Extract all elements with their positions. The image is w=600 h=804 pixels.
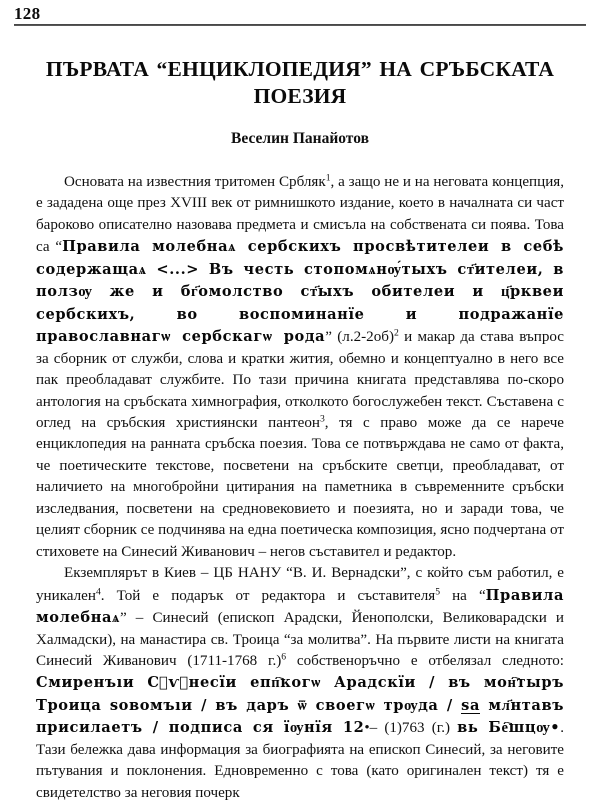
church-slavonic-inscription-c: мл҃нтавъ присилаетъ / подписа ся їѹнїя 12	[36, 696, 564, 737]
p2-run-1: Екземплярът в Киев – ЦБ НАНУ “В. И. Вернадски”, с който съм работил, е уникален	[36, 565, 564, 604]
church-slavonic-placename: вь Бе҇шцѹ•	[457, 719, 561, 737]
quote-open-1: “	[55, 239, 63, 256]
footnote-marker-3: 3	[319, 413, 325, 425]
paragraph-2	[36, 563, 564, 804]
p2-run-6: •– (1)763 (г.)	[364, 720, 458, 737]
p2-run-2: . Той е подарък от редактора и съставителя	[100, 587, 436, 604]
p1-run-2: , а защо не и на неговата концепция, е зададена още през XVIII век от римнишкото издание, което в началната си част бароково описателно назовава предмета и смисъла на собствената си поява. Това са	[36, 174, 564, 256]
footnote-marker-6: 6	[281, 651, 287, 663]
body-text	[36, 172, 564, 804]
page-title	[34, 56, 566, 110]
quote-close-1: ”	[325, 329, 332, 346]
p1-run-3: (л.2-2об)	[331, 329, 394, 346]
title-block	[34, 56, 566, 149]
church-slavonic-inscription-underlined: ѕа	[461, 696, 481, 714]
footnote-marker-2: 2	[393, 327, 399, 339]
p1-run-1: Основата на известния тритомен Србляк	[64, 174, 326, 190]
p2-run-7: . Тази бележка дава информация за биографията на епископ Синесий, за неговите пътувания и поклонения. Едновременно с това (като оригинален текст) тя е свидетелство за неговия почерк	[36, 720, 564, 801]
paragraph-1	[36, 172, 564, 563]
running-head	[14, 4, 586, 30]
page-title-line-1: ПЪРВАТА “ЕНЦИКЛОПЕДИЯ” НА СРЪБСКАТА	[45, 57, 555, 81]
page-number: 128	[14, 4, 41, 23]
church-slavonic-inscription-a: Смиренъıи С︮ѵ︯несїи епп҇когѡ Арадскїи / въ мон҇тыръ Троица ѕовомъıи / въ даръ ѿ своегѡ трѹда /	[36, 674, 564, 714]
author-byline: Веселин Панайотов	[231, 130, 369, 147]
church-slavonic-passage-1: Правила молебнаѧ сербскихъ просвѣтителеи в себѣ содержащаѧ <...> Въ честь стопомѧнѹ́тыхъ ст҃ителеи, в ползѹ же и бг҃омолство ст҃ыхъ обителеи и ц҃рквеи сербскихъ, во воспоминанїе и подражанїе православнагѡ сербскагѡ рода	[36, 238, 564, 346]
footnote-marker-5: 5	[435, 586, 441, 598]
page-title-line-2: ПОЕЗИЯ	[253, 84, 347, 108]
footnote-marker-4: 4	[95, 586, 101, 598]
p1-run-5: , тя с право може да се нарече енциклопедия на ранната сръбска поезия. Това се потвърждава не само от факта, че поетическите текстове, посветени на сръбските светци, преобладават, от наличието на многобройни цитирания на паметника в съвременните сръбски изследвания, посветени на средновековието и поезията, но и заради това, че целият сборник се подчинява на една поетическа композиция, ясно подчертана от стиховете на Синесий Живанович – негов съставител и редактор.	[36, 414, 564, 560]
p1-run-4: и макар да става въпрос за сборник от служби, слова и кратки жития, обемно и концептуално в него все пак преобладават службите. По тази причина книгата представлява по-скоро антология на сръбската химнография, отколкото богослужебен текст. Съставена с оглед на сръбския християнски пантеон	[36, 329, 564, 431]
p2-run-3: на “	[440, 587, 486, 604]
footnote-marker-1: 1	[325, 172, 331, 184]
p2-run-5: собственоръчно е отбелязал следното:	[286, 652, 564, 669]
header-rule	[14, 24, 586, 26]
church-slavonic-passage-2: Правила молебнаѧ	[36, 586, 565, 627]
p2-run-4: ” – Синесий (епископ Арадски, Йенополски, Великоварадски и Халмадски), на манастира св. Троица “за молитва”. На първите листи на книгата Синесий Живанович (1711-1768 г.)	[36, 610, 564, 669]
